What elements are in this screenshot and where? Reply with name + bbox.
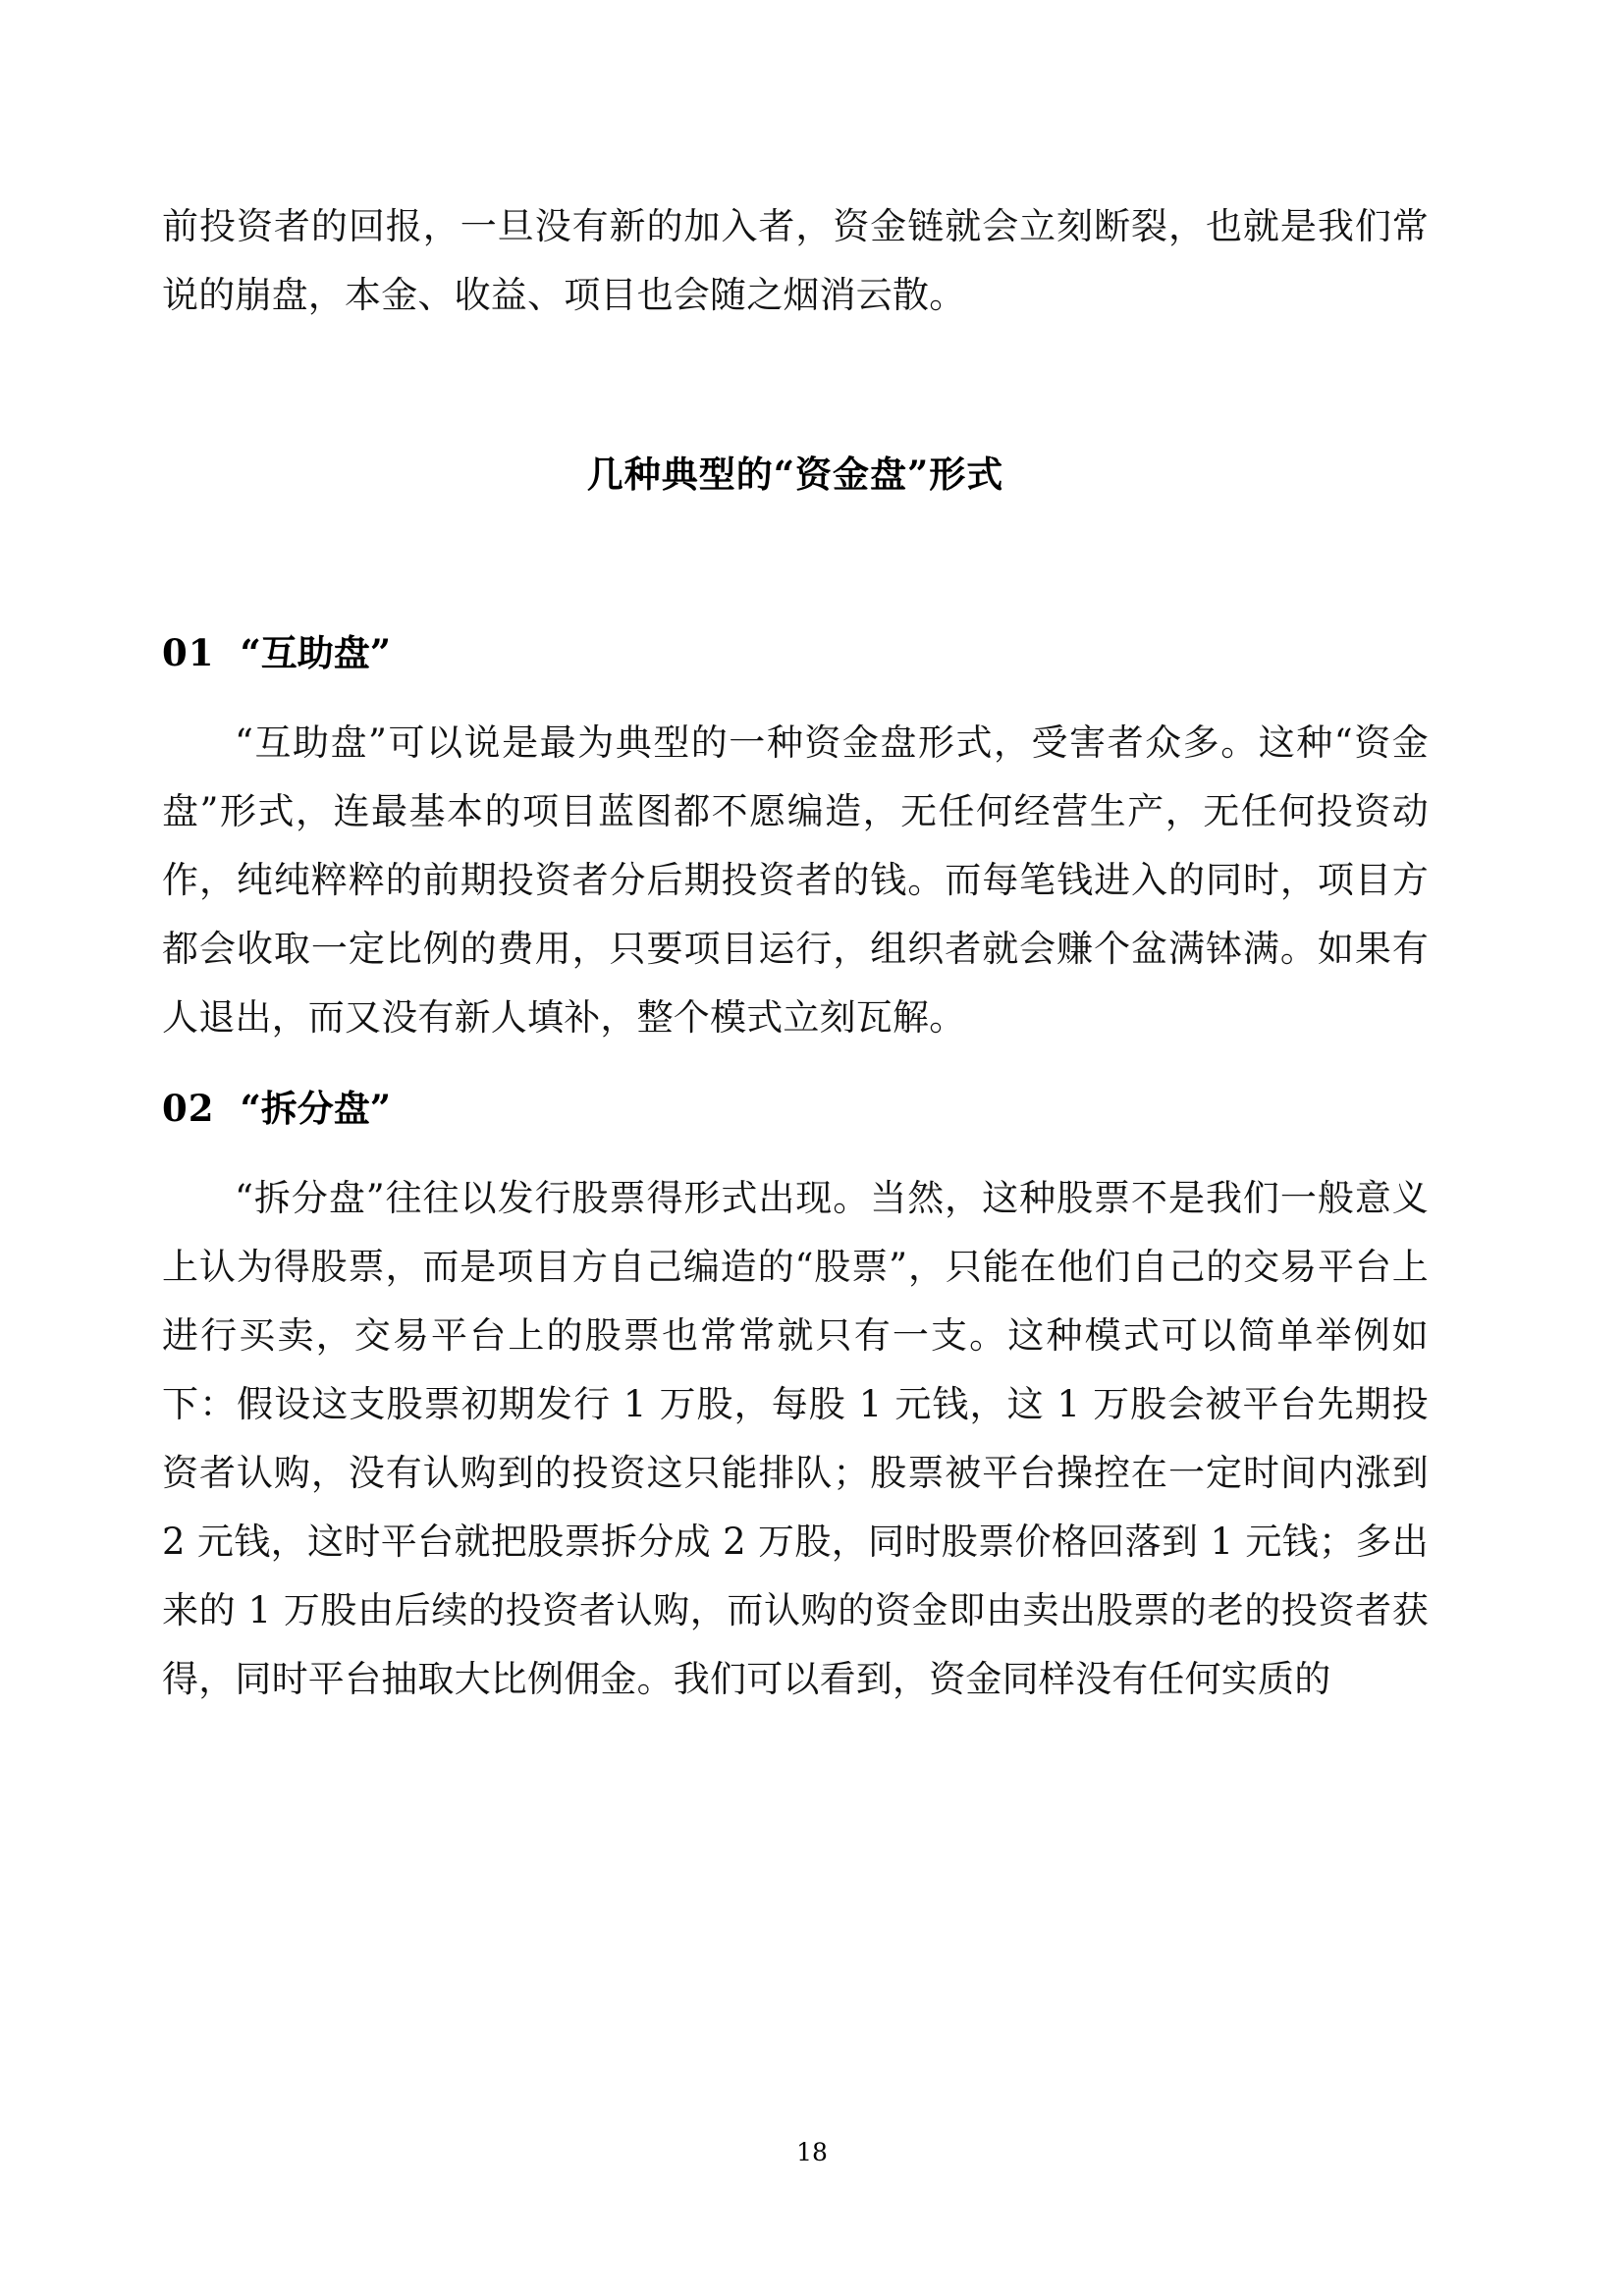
spacer-after-section-01-heading	[162, 687, 1429, 709]
section-02-number: 02	[162, 1087, 215, 1130]
main-heading: 几种典型的“资金盘”形式	[586, 453, 1004, 496]
section-01-paragraph: “互助盘”可以说是最为典型的一种资金盘形式，受害者众多。这种“资金盘”形式，连最基本的项目蓝图都不愿编造，无任何经营生产，无任何投资动作，纯纯粹粹的前期投资者分后期投资者的钱。而每笔钱进入的同时，项目方都会收取一定比例的费用，只要项目运行，组织者就会赚个盆满钵满。如果有人退出，而又没有新人填补，整个模式立刻瓦解。	[162, 721, 1429, 1039]
spacer-after-section-02-heading	[162, 1143, 1429, 1164]
section-01-title: “互助盘”	[240, 631, 392, 674]
page-number: 18	[796, 2138, 828, 2166]
page-content	[162, 192, 1429, 1714]
spacer-before-main-heading	[162, 330, 1429, 440]
intro-paragraph: 前投资者的回报，一旦没有新的加入者，资金链就会立刻断裂，也就是我们常说的崩盘，本金、收益、项目也会随之烟消云散。	[162, 205, 1429, 316]
spacer-after-main-heading	[162, 508, 1429, 618]
spacer-before-section-02-heading	[162, 1052, 1429, 1074]
section-02-title: “拆分盘”	[240, 1087, 392, 1130]
section-01-number: 01	[162, 631, 215, 674]
section-02-paragraph: “拆分盘”往往以发行股票得形式出现。当然，这种股票不是我们一般意义上认为得股票，而是项目方自己编造的“股票”，只能在他们自己的交易平台上进行买卖，交易平台上的股票也常常就只有一支。这种模式可以简单举例如下：假设这支股票初期发行 1 万股，每股 1 元钱，这 1 万股会被平台先期投资者认购，没有认购到的投资这只能排队；股票被平台操控在一定时间内涨到 2 元钱，这时平台就把股票拆分成 2 万股，同时股票价格回落到 1 元钱；多出来的 1 万股由后续的投资者认购，而认购的资金即由卖出股票的老的投资者获得，同时平台抽取大比例佣金。我们可以看到，资金同样没有任何实质的	[162, 1177, 1429, 1700]
section-01-heading	[162, 618, 1429, 687]
section-02-heading	[162, 1074, 1429, 1143]
